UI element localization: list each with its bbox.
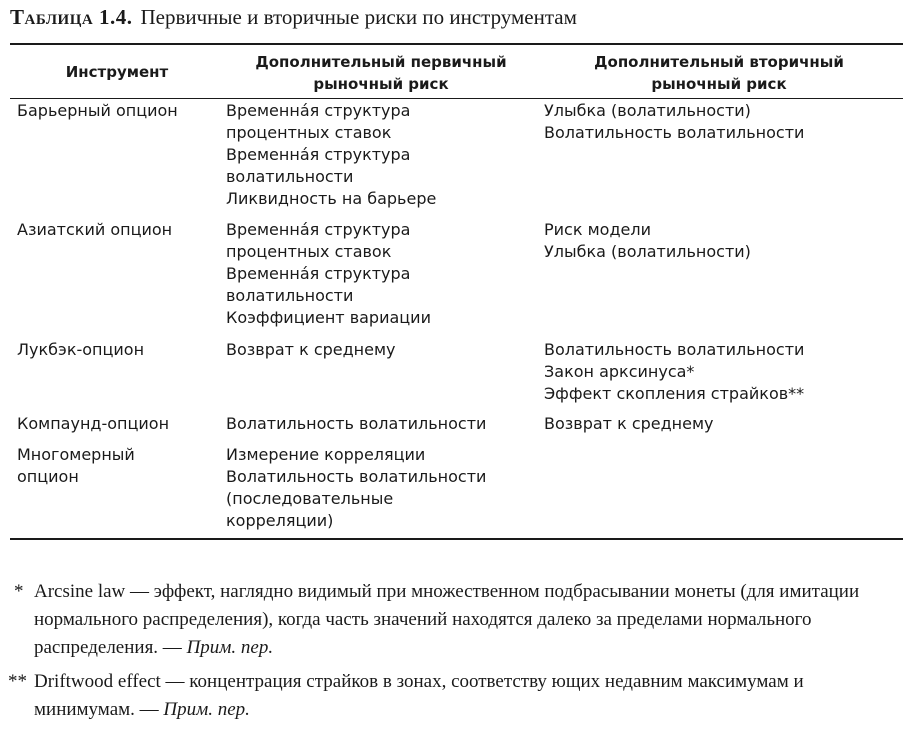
cell-secondary-risk: Возврат к среднему — [544, 414, 714, 433]
cell-instrument: Барьерный опцион — [17, 101, 178, 120]
table-header-row — [10, 44, 903, 97]
header-primary-risk: Дополнительный первичный рыночный риск — [255, 53, 507, 93]
header-rule — [10, 98, 903, 99]
footnote-text: Arcsine law — эффект, наглядно видимый при множественном подбрасывании монеты (для имитации нормального распределения), когда часть значений находятся далеко за пределами нормального распределения. — — [34, 581, 860, 658]
table-row — [10, 339, 903, 413]
footnote-text: Driftwood effect — концентрация страйков в зонах, соответству ющих недавним максимумам и минимумам. — — [34, 671, 804, 720]
footnote-mark: ** — [8, 671, 27, 692]
footnote-mark: * — [14, 581, 24, 602]
table-row — [10, 219, 903, 339]
table-body — [10, 100, 903, 534]
cell-primary-risk: Временна́я структура процентных ставок Временна́я структура волатильности Коэффициент вариации — [226, 220, 431, 327]
cell-primary-risk: Волатильность волатильности — [226, 414, 487, 433]
cell-primary-risk: Возврат к среднему — [226, 340, 396, 359]
bottom-rule — [10, 538, 903, 540]
table-caption — [10, 4, 577, 30]
table-title: Первичные и вторичные риски по инструментам — [140, 5, 577, 29]
cell-secondary-risk: Риск модели Улыбка (волатильности) — [544, 220, 751, 261]
header-secondary-risk: Дополнительный вторичный рыночный риск — [594, 53, 844, 93]
footnote-arcsine — [10, 578, 903, 662]
translator-note: Прим. пер. — [163, 699, 250, 720]
header-instrument: Инструмент — [65, 63, 169, 81]
cell-instrument: Многомерный опцион — [17, 445, 135, 486]
cell-instrument: Компаунд-опцион — [17, 414, 170, 433]
risk-table — [10, 44, 903, 530]
table-row — [10, 413, 903, 444]
cell-primary-risk: Измерение корреляции Волатильность волатильности (последовательные корреляции) — [226, 445, 487, 530]
cell-instrument: Лукбэк-опцион — [17, 340, 145, 359]
cell-instrument: Азиатский опцион — [17, 220, 173, 239]
cell-secondary-risk: Улыбка (волатильности) Волатильность волатильности — [544, 101, 805, 142]
translator-note: Прим. пер. — [186, 637, 274, 658]
table-row — [10, 444, 903, 534]
footnote-driftwood — [10, 668, 903, 724]
footnotes — [10, 578, 903, 730]
cell-secondary-risk: Волатильность волатильности Закон арксинуса* Эффект скопления страйков** — [544, 340, 805, 403]
cell-primary-risk: Временна́я структура процентных ставок Временна́я структура волатильности Ликвидность на барьере — [226, 101, 437, 208]
table-row — [10, 100, 903, 219]
table-number: Таблица 1.4. — [10, 5, 133, 29]
